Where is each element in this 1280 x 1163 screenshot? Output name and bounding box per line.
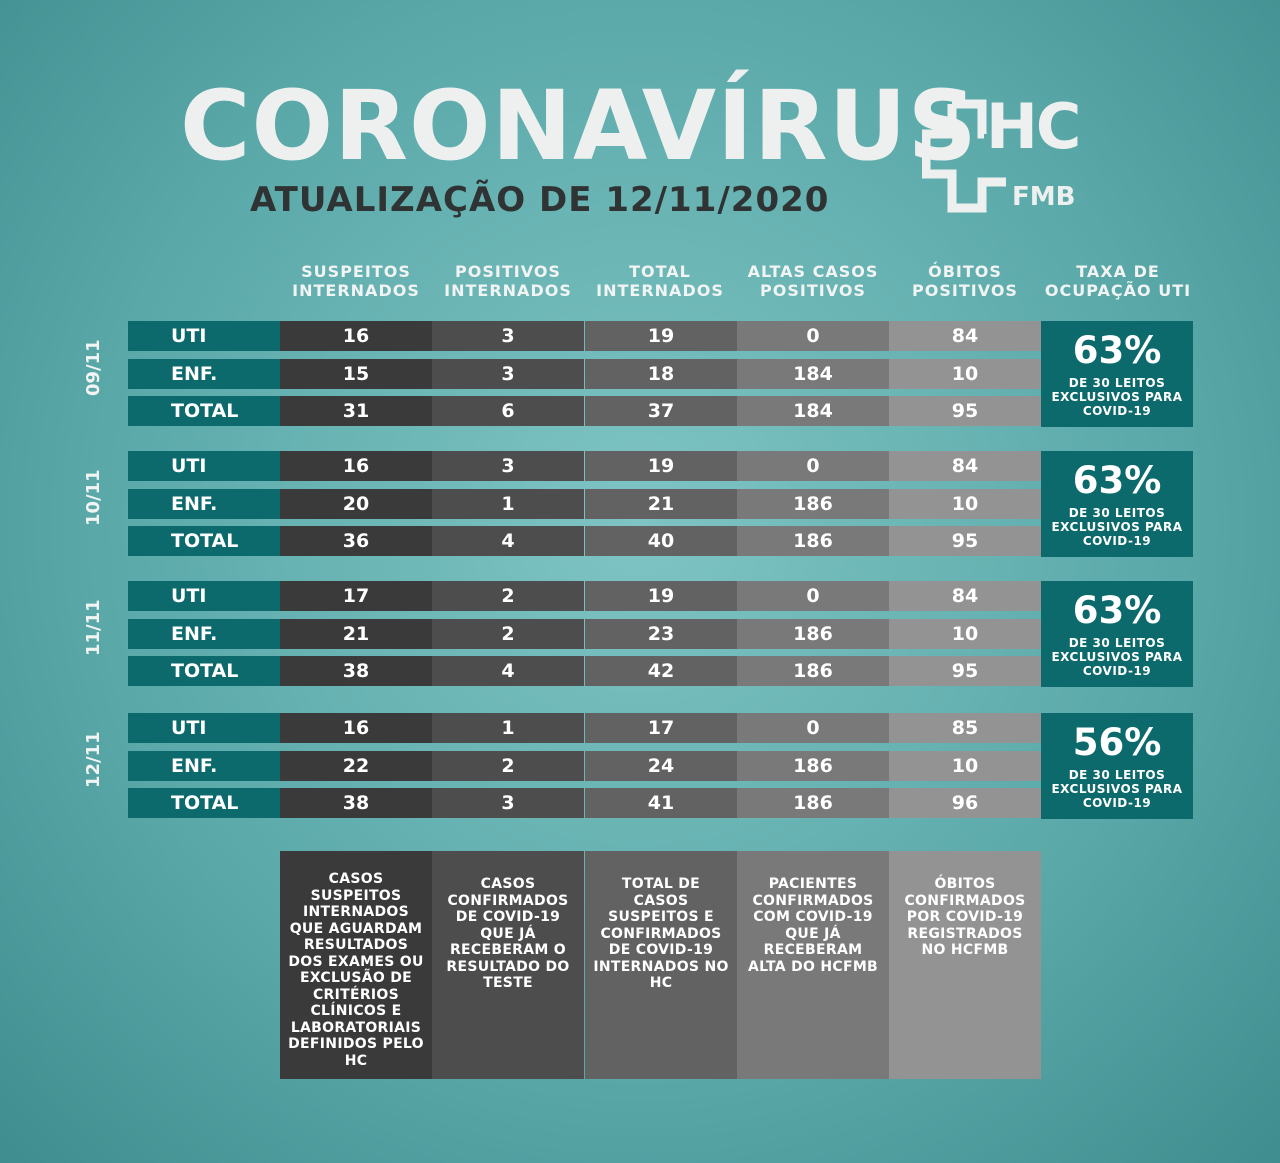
uti-occupancy-rate: 63% [1072, 329, 1162, 372]
value-altas: 186 [737, 788, 889, 818]
uti-occupancy-box [1041, 451, 1193, 557]
value-total: 18 [585, 359, 737, 389]
value-altas: 0 [737, 451, 889, 481]
row-label: ENF. [128, 751, 280, 781]
value-obitos: 96 [889, 788, 1041, 818]
day-block [128, 581, 1193, 687]
date-label: 09/11 [83, 339, 104, 396]
value-total: 37 [585, 396, 737, 426]
value-altas: 184 [737, 396, 889, 426]
uti-occupancy-box [1041, 713, 1193, 819]
value-obitos: 84 [889, 321, 1041, 351]
uti-occupancy-rate: 63% [1072, 589, 1162, 632]
row-label: TOTAL [128, 396, 280, 426]
description-obitos: ÓBITOS CONFIRMADOS POR COVID-19 REGISTRADOS NO HCFMB [889, 851, 1041, 1079]
value-altas: 184 [737, 359, 889, 389]
value-suspeitos: 16 [280, 321, 432, 351]
value-positivos: 3 [432, 451, 584, 481]
value-total: 17 [585, 713, 737, 743]
description-positivos: CASOS CONFIRMADOS DE COVID-19 QUE JÁ RECEBERAM O RESULTADO DO TESTE [432, 851, 584, 1079]
value-altas: 186 [737, 489, 889, 519]
header-obitos: ÓBITOS POSITIVOS [912, 262, 1018, 300]
value-obitos: 95 [889, 656, 1041, 686]
value-positivos: 4 [432, 526, 584, 556]
table-row [128, 788, 1041, 818]
value-obitos: 10 [889, 751, 1041, 781]
logo-fmb-text: FMB [1012, 182, 1076, 212]
table-row [128, 713, 1041, 743]
description-total: TOTAL DE CASOS SUSPEITOS E CONFIRMADOS DE COVID-19 INTERNADOS NO HC [585, 851, 737, 1079]
value-suspeitos: 38 [280, 788, 432, 818]
uti-occupancy-box [1041, 321, 1193, 427]
uti-occupancy-rate: 56% [1072, 721, 1162, 764]
row-label: UTI [128, 581, 280, 611]
value-total: 41 [585, 788, 737, 818]
value-obitos: 95 [889, 526, 1041, 556]
value-suspeitos: 20 [280, 489, 432, 519]
value-obitos: 10 [889, 489, 1041, 519]
row-label: TOTAL [128, 788, 280, 818]
value-total: 24 [585, 751, 737, 781]
date-label: 12/11 [83, 731, 104, 788]
value-total: 23 [585, 619, 737, 649]
uti-occupancy-note: DE 30 LEITOS EXCLUSIVOS PARA COVID-19 [1051, 506, 1183, 548]
value-positivos: 1 [432, 713, 584, 743]
value-positivos: 2 [432, 751, 584, 781]
header-positivos: POSITIVOS INTERNADOS [444, 262, 572, 300]
uti-occupancy-rate: 63% [1072, 459, 1162, 502]
value-altas: 0 [737, 713, 889, 743]
table-row [128, 619, 1041, 649]
uti-occupancy-note: DE 30 LEITOS EXCLUSIVOS PARA COVID-19 [1051, 376, 1183, 418]
value-altas: 186 [737, 656, 889, 686]
uti-occupancy-box [1041, 581, 1193, 687]
value-total: 19 [585, 451, 737, 481]
value-positivos: 1 [432, 489, 584, 519]
row-label: TOTAL [128, 526, 280, 556]
value-total: 42 [585, 656, 737, 686]
value-obitos: 84 [889, 581, 1041, 611]
value-obitos: 84 [889, 451, 1041, 481]
header-taxa-uti: TAXA DE OCUPAÇÃO UTI [1044, 262, 1192, 300]
value-suspeitos: 21 [280, 619, 432, 649]
value-total: 19 [585, 321, 737, 351]
table-row [128, 451, 1041, 481]
header-altas: ALTAS CASOS POSITIVOS [747, 262, 879, 300]
row-label: UTI [128, 321, 280, 351]
value-positivos: 3 [432, 788, 584, 818]
value-positivos: 2 [432, 619, 584, 649]
row-label: ENF. [128, 489, 280, 519]
value-positivos: 3 [432, 359, 584, 389]
value-suspeitos: 16 [280, 451, 432, 481]
day-block [128, 451, 1193, 557]
value-suspeitos: 31 [280, 396, 432, 426]
value-altas: 0 [737, 321, 889, 351]
table-row [128, 396, 1041, 426]
value-altas: 186 [737, 526, 889, 556]
row-label: ENF. [128, 359, 280, 389]
table-row [128, 359, 1041, 389]
logo-hc-text: HC [986, 90, 1080, 163]
value-positivos: 2 [432, 581, 584, 611]
table-row [128, 751, 1041, 781]
value-altas: 186 [737, 619, 889, 649]
value-obitos: 95 [889, 396, 1041, 426]
value-suspeitos: 17 [280, 581, 432, 611]
row-label: UTI [128, 451, 280, 481]
page-subtitle: ATUALIZAÇÃO DE 12/11/2020 [250, 180, 830, 220]
value-total: 21 [585, 489, 737, 519]
value-obitos: 10 [889, 359, 1041, 389]
value-total: 40 [585, 526, 737, 556]
table-row [128, 656, 1041, 686]
day-block [128, 713, 1193, 819]
value-suspeitos: 36 [280, 526, 432, 556]
description-suspeitos: CASOS SUSPEITOS INTERNADOS QUE AGUARDAM RESULTADOS DOS EXAMES OU EXCLUSÃO DE CRITÉRIOS CLÍNICOS E LABORATORIAIS DEFINIDOS PELO HC [280, 851, 432, 1079]
value-suspeitos: 22 [280, 751, 432, 781]
value-suspeitos: 38 [280, 656, 432, 686]
value-altas: 0 [737, 581, 889, 611]
page-title: CORONAVÍRUS [180, 70, 978, 182]
header-total: TOTAL INTERNADOS [596, 262, 724, 300]
value-positivos: 3 [432, 321, 584, 351]
header-suspeitos: SUSPEITOS INTERNADOS [292, 262, 420, 300]
value-obitos: 85 [889, 713, 1041, 743]
table-row [128, 321, 1041, 351]
row-label: ENF. [128, 619, 280, 649]
date-label: 10/11 [83, 469, 104, 526]
description-altas: PACIENTES CONFIRMADOS COM COVID-19 QUE JÁ RECEBERAM ALTA DO HCFMB [737, 851, 889, 1079]
day-block [128, 321, 1193, 427]
date-label: 11/11 [83, 599, 104, 656]
row-label: UTI [128, 713, 280, 743]
row-label: TOTAL [128, 656, 280, 686]
uti-occupancy-note: DE 30 LEITOS EXCLUSIVOS PARA COVID-19 [1051, 768, 1183, 810]
value-positivos: 4 [432, 656, 584, 686]
table-row [128, 581, 1041, 611]
hc-fmb-logo [922, 90, 1094, 214]
value-total: 19 [585, 581, 737, 611]
value-suspeitos: 16 [280, 713, 432, 743]
value-suspeitos: 15 [280, 359, 432, 389]
value-obitos: 10 [889, 619, 1041, 649]
table-row [128, 526, 1041, 556]
value-positivos: 6 [432, 396, 584, 426]
uti-occupancy-note: DE 30 LEITOS EXCLUSIVOS PARA COVID-19 [1051, 636, 1183, 678]
value-altas: 186 [737, 751, 889, 781]
table-row [128, 489, 1041, 519]
